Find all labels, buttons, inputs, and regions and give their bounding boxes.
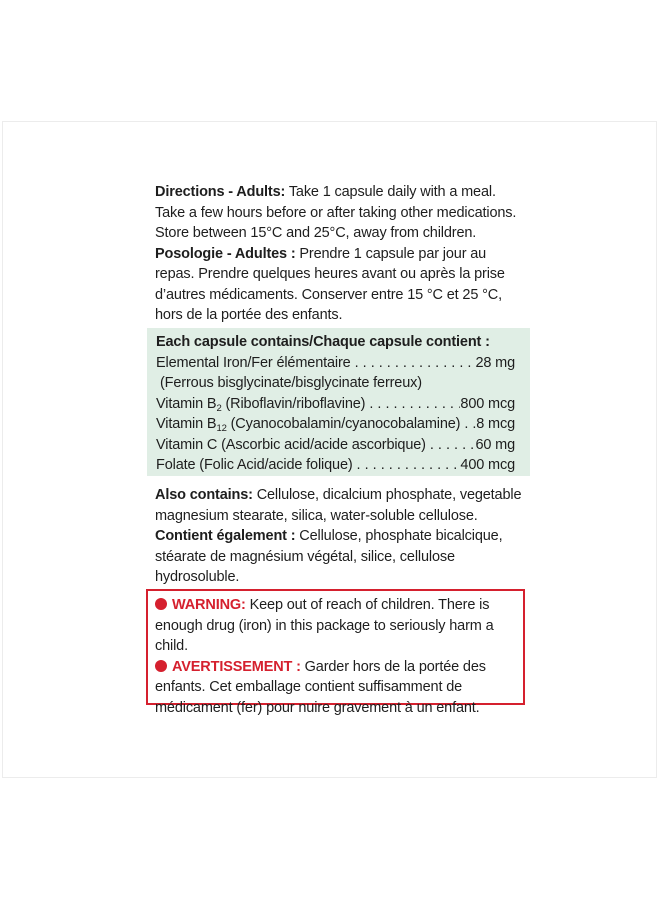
warning-en-label: WARNING:: [172, 597, 246, 613]
ingredient-name: Vitamin C (Ascorbic acid/acide ascorbique): [156, 436, 426, 453]
dot-leader: [351, 353, 476, 374]
ingredient-amount: 400 mcg: [460, 457, 515, 473]
dot-leader: [460, 414, 476, 435]
b2-subscript: 2: [216, 402, 222, 414]
ingredients-heading: Each capsule contains/Chaque capsule contient :: [156, 334, 490, 350]
warning-box: [146, 589, 525, 716]
dot-leader: [365, 394, 460, 415]
ingredient-name: Elemental Iron/Fer élémentaire: [156, 354, 351, 371]
ingredients-table: [147, 328, 530, 476]
directions-section: [155, 182, 525, 326]
also-contains-en: [155, 485, 525, 526]
ingredient-amount: 800 mcg: [460, 395, 515, 412]
b12-subscript: 12: [216, 423, 227, 434]
ingredient-name: Folate (Folic Acid/acide folique): [156, 457, 353, 473]
also-contains-en-label: Also contains:: [155, 487, 253, 503]
ingredient-name: [156, 394, 365, 415]
ingredient-name: [156, 414, 460, 435]
red-dot-icon: [155, 598, 167, 610]
directions-fr: [155, 244, 525, 326]
ingredient-row-b2: [156, 394, 515, 415]
warning-fr-label: AVERTISSEMENT :: [172, 658, 301, 675]
ingredient-note-iron: (Ferrous bisglycinate/bisglycinate ferreux): [160, 375, 422, 391]
red-dot-icon: [155, 660, 167, 672]
warning-fr: [155, 657, 520, 719]
also-contains-section: [155, 485, 525, 588]
ingredient-row-vitamin-c: [156, 435, 515, 456]
warning-fr-text: Garder hors de la portée des enfants. Cet emballage contient suffisamment de médicament (fer) pour nuire gravement à un enfant.: [155, 658, 486, 716]
ingredient-row-iron: [156, 353, 515, 374]
directions-en-label: Directions - Adults:: [155, 184, 286, 200]
ingredient-amount: 28 mg: [475, 354, 515, 371]
also-contains-fr-label: Contient également :: [155, 528, 296, 544]
ingredient-amount: 60 mg: [475, 436, 515, 453]
dot-leader: [426, 435, 476, 456]
also-contains-fr-text: Cellulose, phosphate bicalcique, stéarate de magnésium végétal, silice, cellulose hydrosoluble.: [155, 528, 503, 585]
also-contains-en-text: Cellulose, dicalcium phosphate, vegetable magnesium stearate, silica, water-soluble cellulose.: [155, 487, 522, 524]
ingredient-amount: 8 mcg: [476, 416, 515, 432]
dot-leader: [353, 455, 461, 476]
b2-prefix: Vitamin B: [156, 395, 217, 412]
directions-en-text: Take 1 capsule daily with a meal. Take a few hours before or after taking other medications. Store between 15°C and 25°C, away from children.: [155, 184, 517, 241]
directions-en: [155, 182, 525, 244]
ingredient-row-b12: [156, 414, 515, 435]
warning-en: [155, 595, 520, 657]
b12-prefix: Vitamin B: [156, 416, 217, 432]
also-contains-fr: [155, 526, 525, 588]
b12-rest: (Cyanocobalamin/cyanocobalamine): [226, 416, 461, 432]
ingredient-row-folate: [156, 455, 515, 476]
b2-rest: (Riboflavin/riboflavine): [221, 395, 366, 412]
warning-en-text: Keep out of reach of children. There is enough drug (iron) in this package to seriously harm a child.: [155, 597, 494, 654]
directions-fr-text: Prendre 1 capsule par jour au repas. Prendre quelques heures avant ou après la prise d’autres médicaments. Conserver entre 15 °C et 25 °C, hors de la portée des enfants.: [155, 245, 505, 323]
directions-fr-label: Posologie - Adultes :: [155, 245, 296, 262]
